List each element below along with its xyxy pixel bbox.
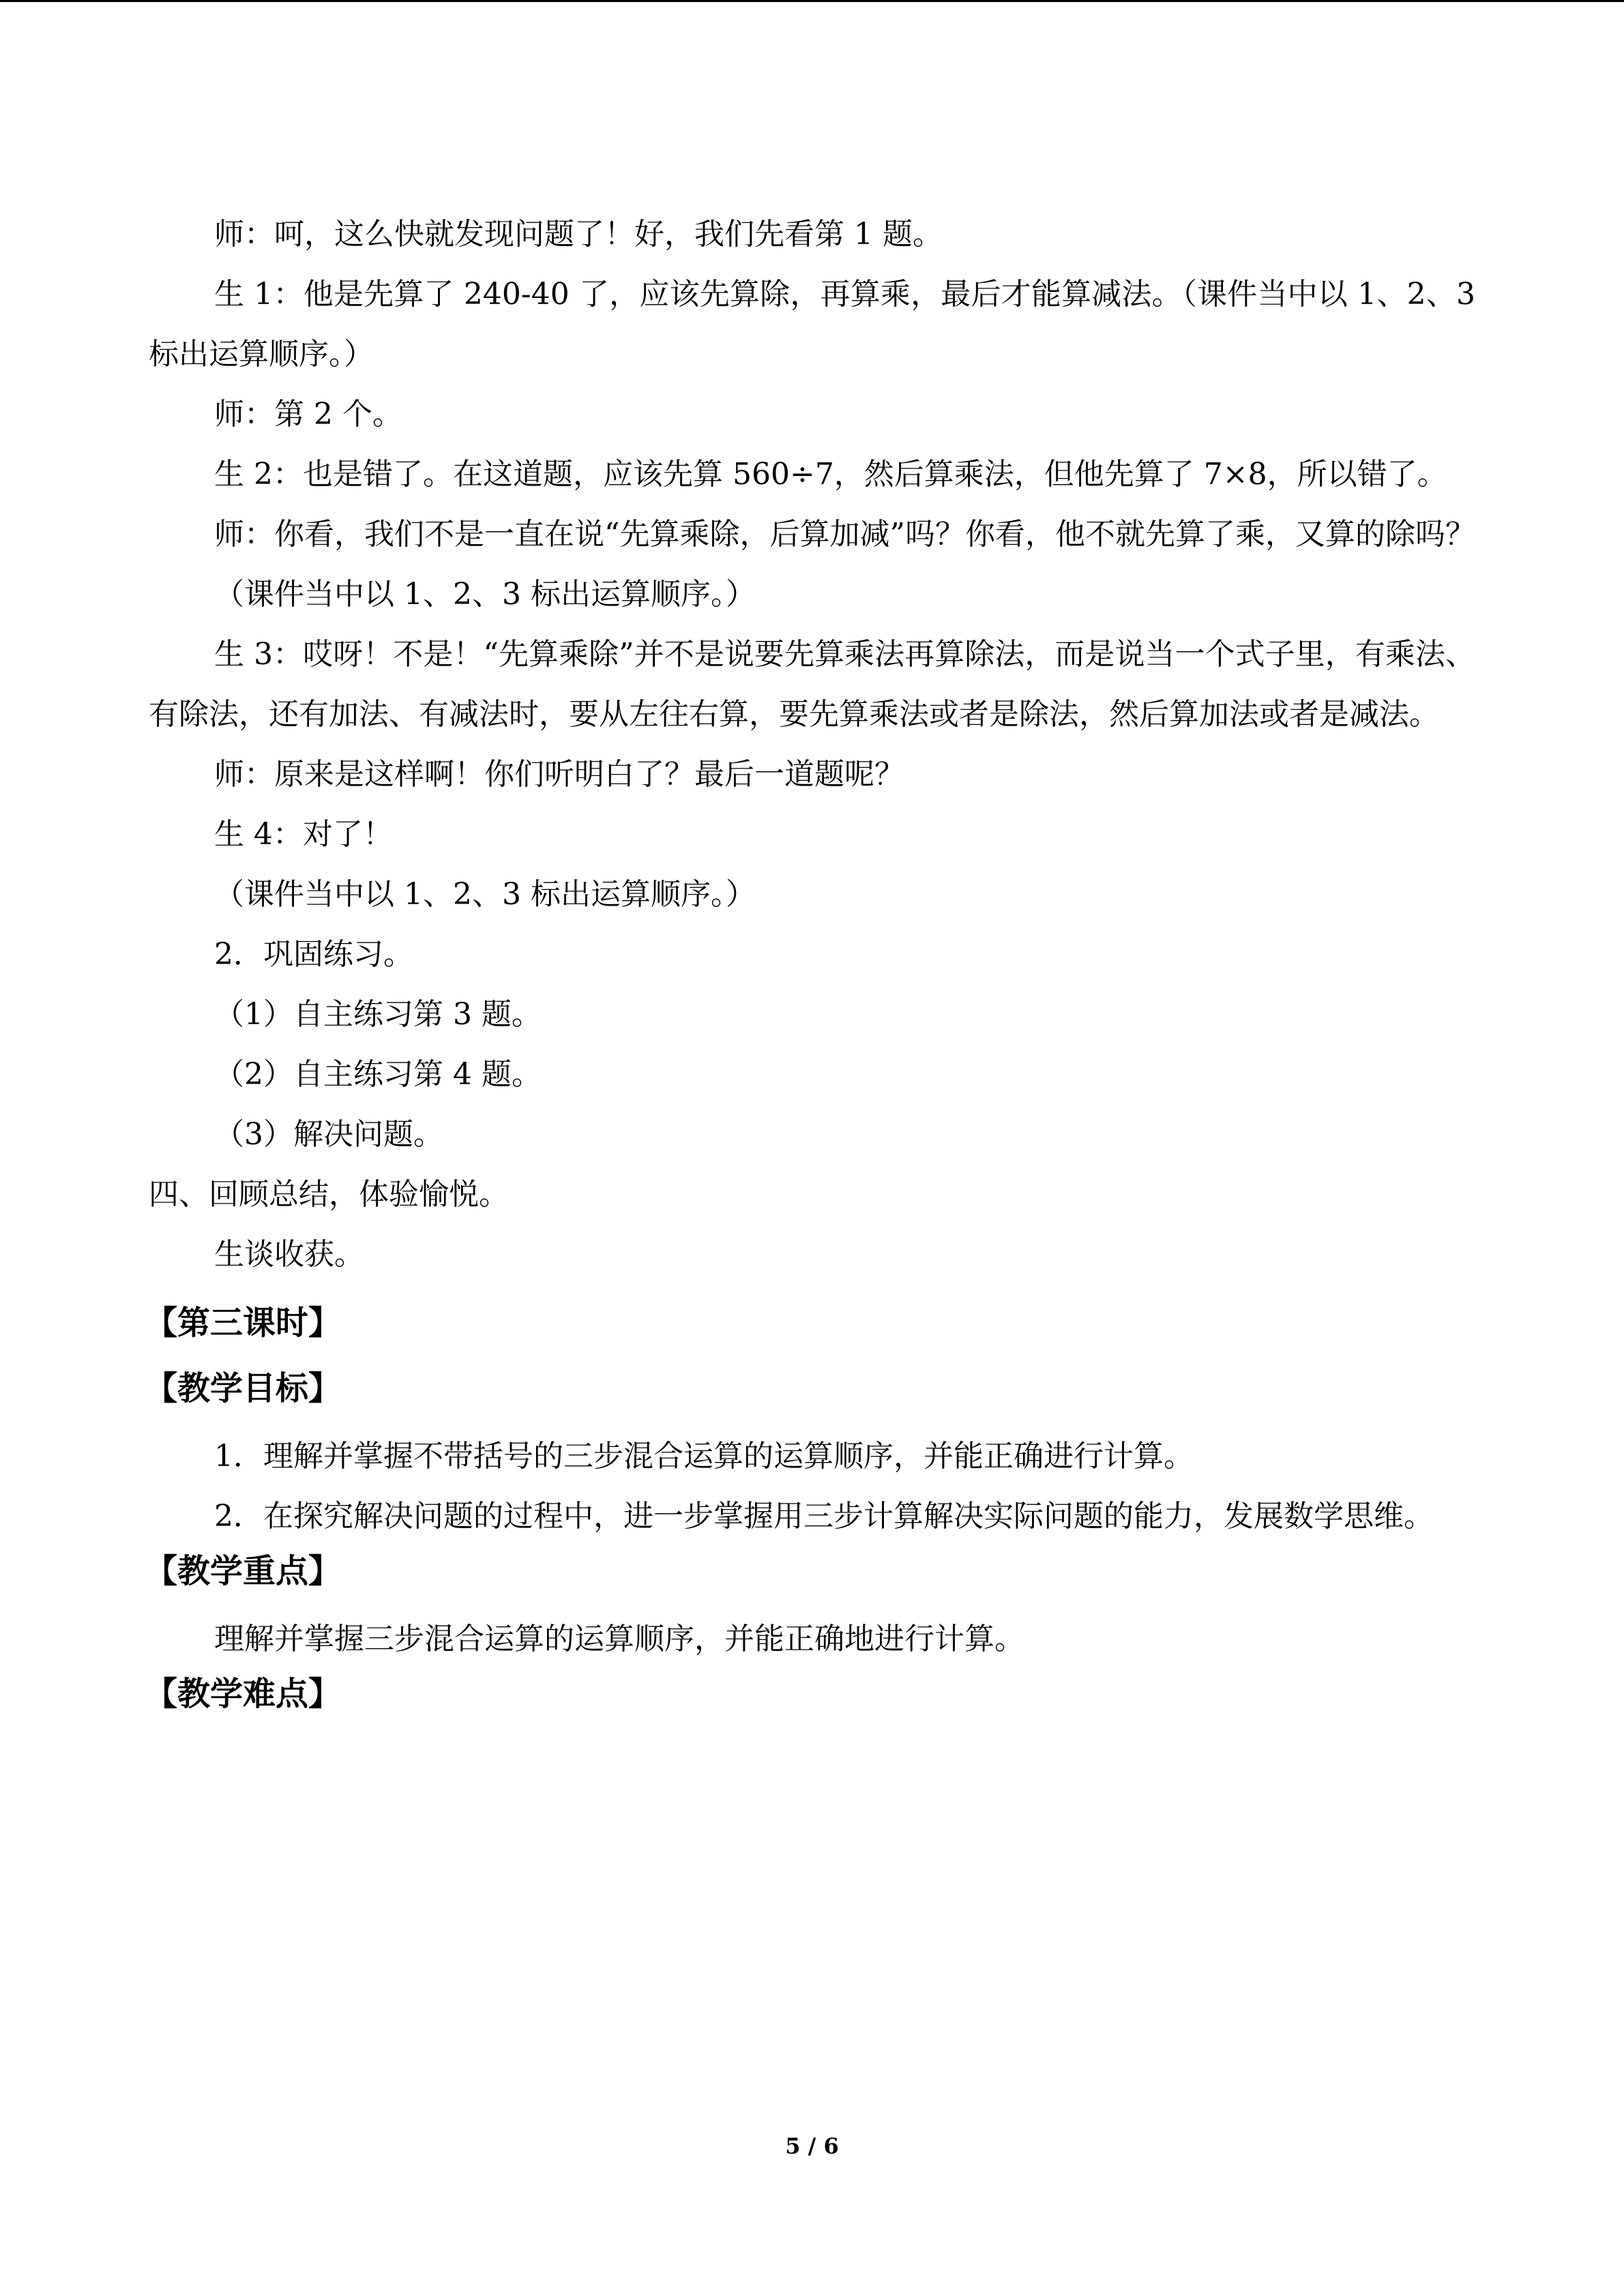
paragraph-student-harvest: 生谈收获。 bbox=[214, 1237, 364, 1272]
paragraph-teacher-2: 师：第 2 个。 bbox=[214, 397, 402, 432]
heading-key-point: 【教学重点】 bbox=[145, 1552, 342, 1590]
list-item-practice-3: （3）解决问题。 bbox=[214, 1117, 443, 1152]
paragraph-student-1: 生 1：他是先算了 240-40 了，应该先算除，再算乘，最后才能算减法。（课件当中以 1、2、3 标出运算顺序。） bbox=[149, 277, 1475, 372]
paragraph-practice: 2．巩固练习。 bbox=[214, 937, 413, 972]
list-item-practice-1: （1）自主练习第 3 题。 bbox=[214, 997, 542, 1032]
paragraph-teacher-1: 师：呵，这么快就发现问题了！好，我们先看第 1 题。 bbox=[214, 217, 943, 252]
paragraph-student-2: 生 2：也是错了。在这道题，应该先算 560÷7，然后算乘法，但他先算了 7×8，所以错了。 bbox=[214, 457, 1447, 492]
section-review: 四、回顾总结，体验愉悦。 bbox=[149, 1177, 509, 1212]
heading-difficulty: 【教学难点】 bbox=[145, 1675, 342, 1713]
heading-lesson: 【第三课时】 bbox=[145, 1304, 342, 1342]
heading-goals: 【教学目标】 bbox=[145, 1369, 342, 1407]
paragraph-courseware-note-1: （课件当中以 1、2、3 标出运算顺序。） bbox=[214, 577, 756, 612]
paragraph-teacher-3: 师：你看，我们不是一直在说“先算乘除，后算加减”吗？你看，他不就先算了乘，又算的除吗？ bbox=[214, 517, 1475, 552]
paragraph-courseware-note-2: （课件当中以 1、2、3 标出运算顺序。） bbox=[214, 877, 756, 912]
document-page bbox=[145, 205, 1475, 1714]
paragraph-teacher-4: 师：原来是这样啊！你们听明白了？最后一道题呢？ bbox=[214, 757, 904, 792]
goal-item-2: 2．在探究解决问题的过程中，进一步掌握用三步计算解决实际问题的能力，发展数学思维。 bbox=[214, 1499, 1434, 1534]
goal-item-1: 1．理解并掌握不带括号的三步混合运算的运算顺序，并能正确进行计算。 bbox=[214, 1439, 1194, 1474]
paragraph-student-3: 生 3：哎呀！不是！“先算乘除”并不是说要先算乘法再算除法，而是说当一个式子里，有乘法、有除法，还有加法、有减法时，要从左往右算，要先算乘法或者是除法，然后算加法或者是减法。 bbox=[149, 637, 1475, 732]
paragraph-student-4: 生 4：对了！ bbox=[214, 817, 393, 852]
top-border-line bbox=[0, 0, 1624, 2]
list-item-practice-2: （2）自主练习第 4 题。 bbox=[214, 1057, 542, 1092]
page-number: 5 / 6 bbox=[785, 2133, 839, 2159]
key-point-text: 理解并掌握三步混合运算的运算顺序，并能正确地进行计算。 bbox=[214, 1622, 1024, 1656]
